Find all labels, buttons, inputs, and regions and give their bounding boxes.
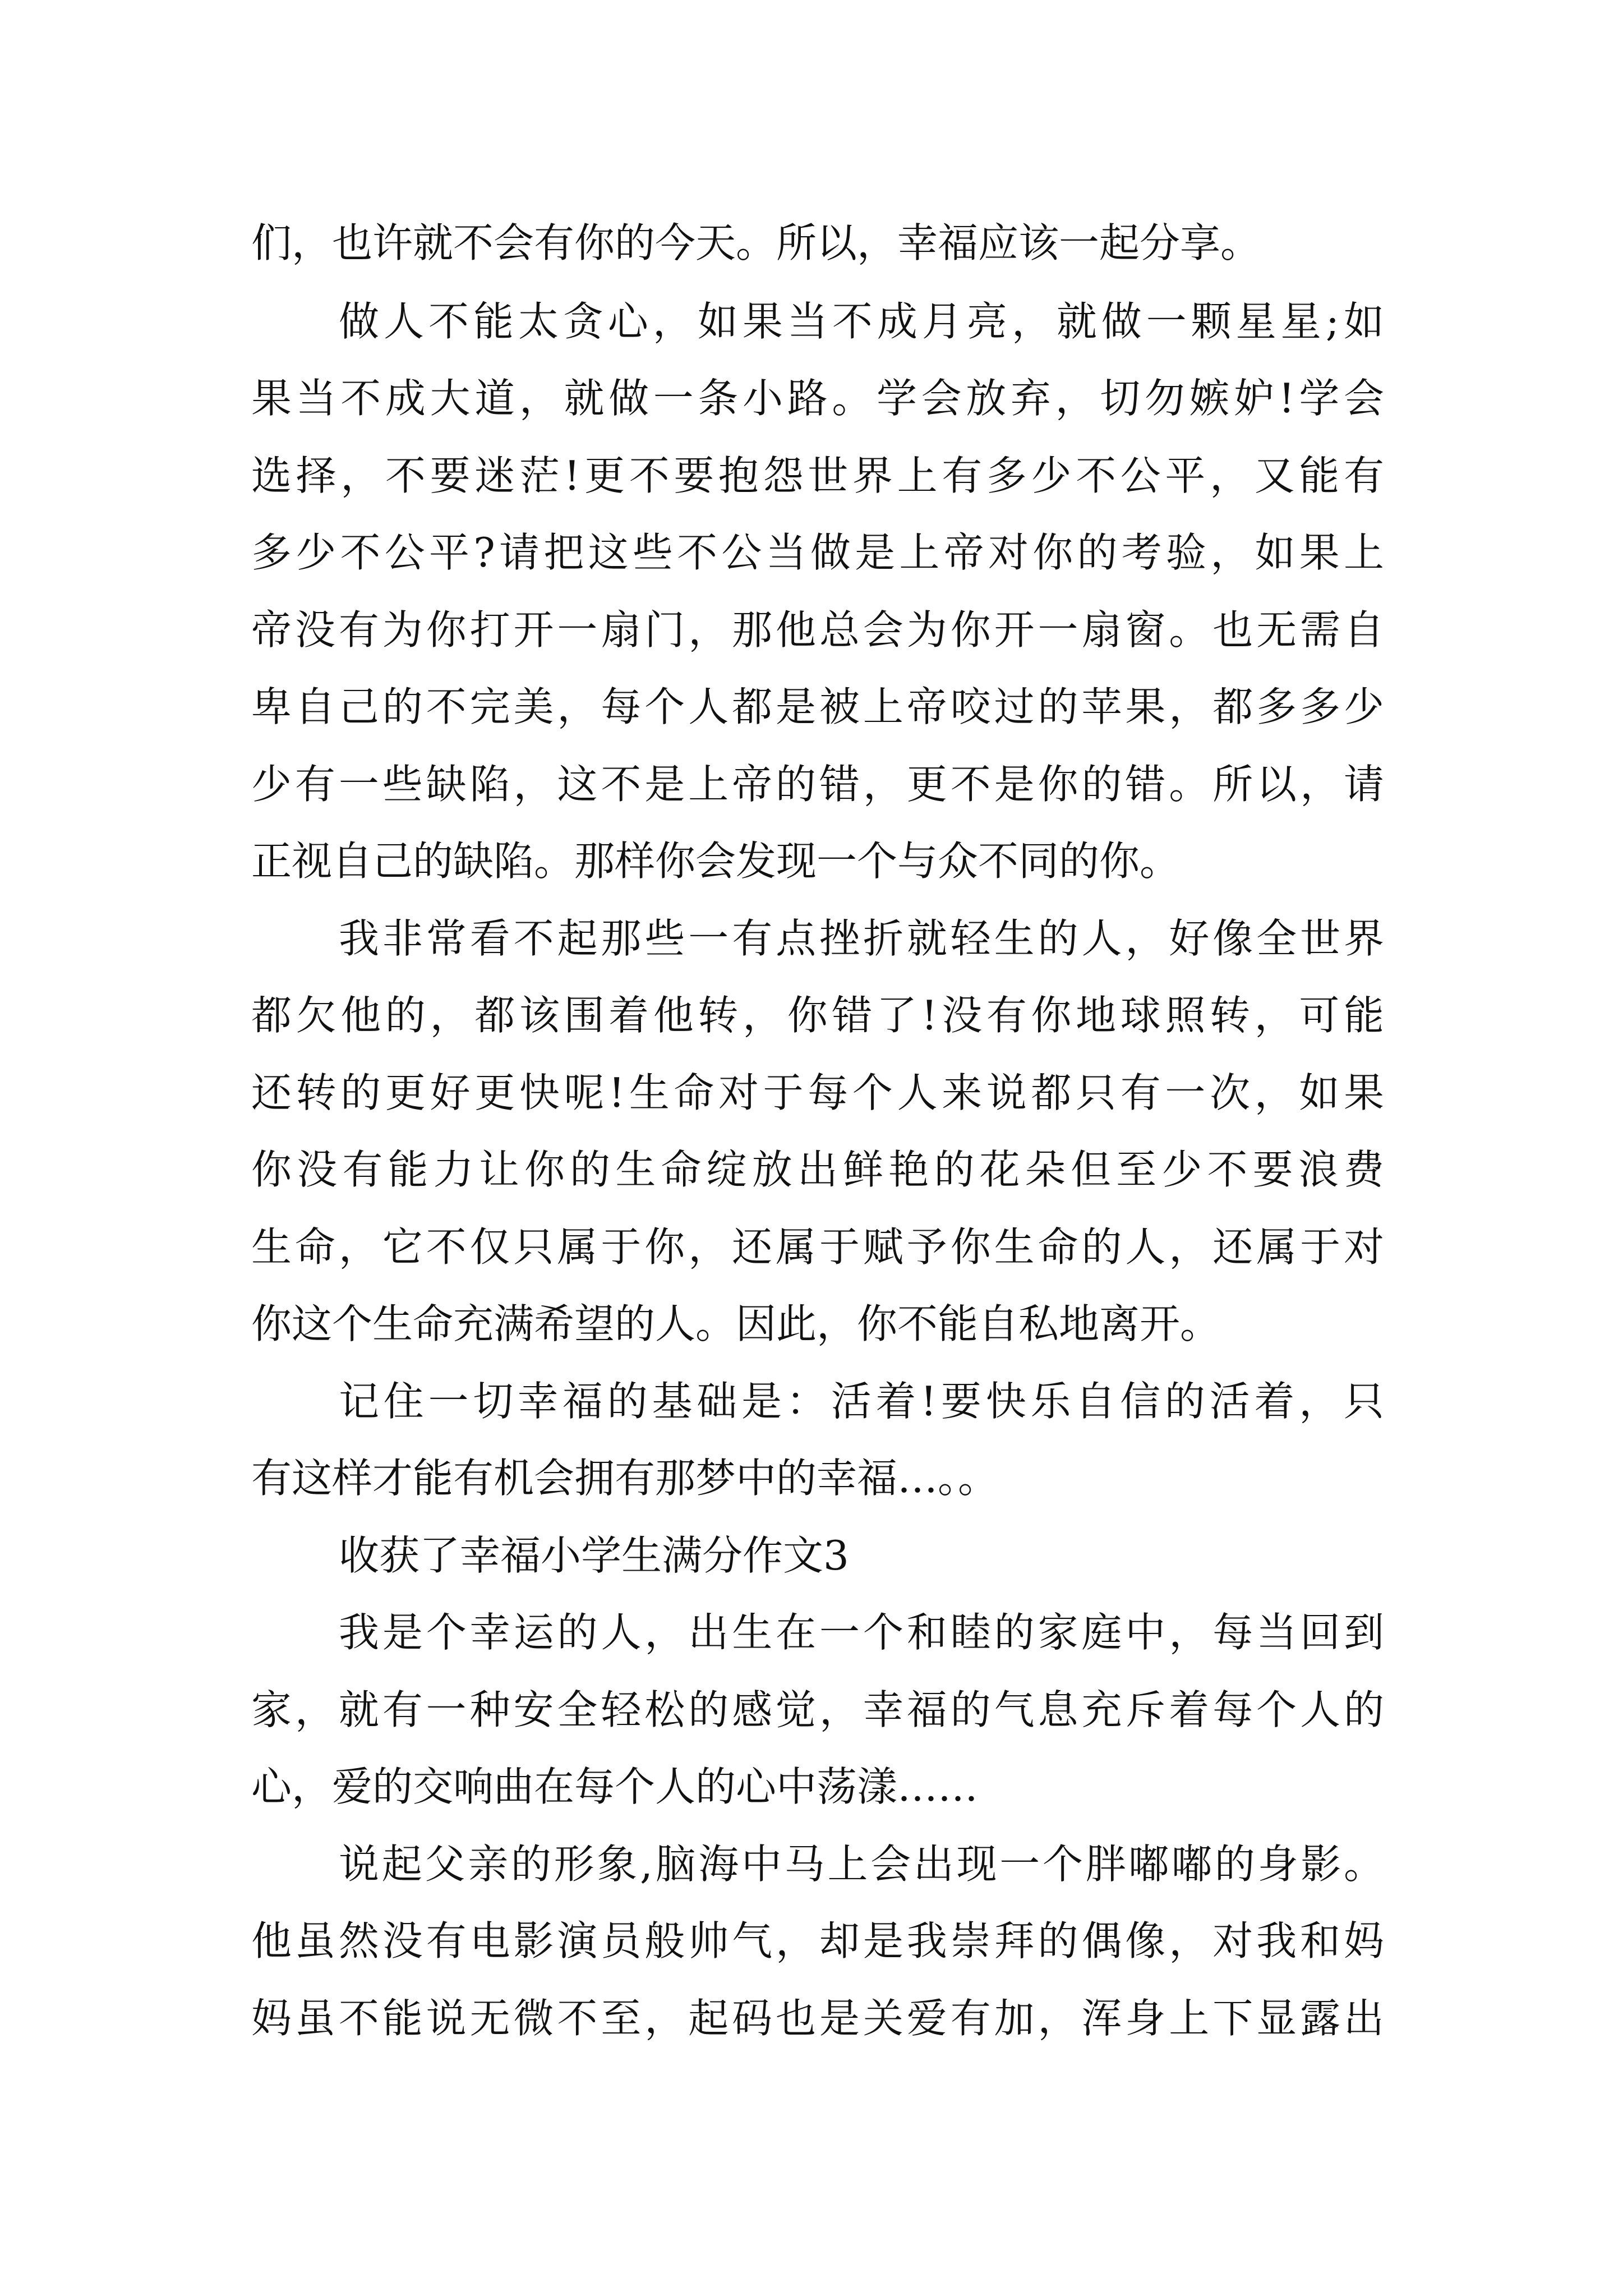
section-heading: 收获了幸福小学生满分作文3 xyxy=(339,1532,849,1579)
text-line-8: 少有一些缺陷，这不是上帝的错，更不是你的错。所以，请 xyxy=(251,761,1384,808)
text-line-17: 有这样才能有机会拥有那梦中的幸福…。。 xyxy=(251,1455,999,1502)
text-line-24: 妈虽不能说无微不至，起码也是关爱有加，浑身上下显露出 xyxy=(251,1995,1384,2042)
text-line-1: 们，也许就不会有你的今天。所以，幸福应该一起分享。 xyxy=(251,219,1261,266)
text-line-21: 心，爱的交响曲在每个人的心中荡漾…… xyxy=(251,1763,979,1810)
text-line-11: 都欠他的，都该围着他转，你错了!没有你地球照转，可能 xyxy=(251,992,1384,1039)
text-line-15: 你这个生命充满希望的人。因此，你不能自私地离开。 xyxy=(251,1300,1221,1347)
text-line-3: 果当不成大道，就做一条小路。学会放弃，切勿嫉妒!学会 xyxy=(251,375,1384,422)
text-line-7: 卑自己的不完美，每个人都是被上帝咬过的苹果，都多多少 xyxy=(251,683,1384,730)
text-line-13: 你没有能力让你的生命绽放出鲜艳的花朵但至少不要浪费 xyxy=(251,1146,1384,1193)
text-line-23: 他虽然没有电影演员般帅气，却是我崇拜的偶像，对我和妈 xyxy=(251,1917,1384,1964)
text-line-10: 我非常看不起那些一有点挫折就轻生的人，好像全世界 xyxy=(339,915,1384,962)
text-line-9: 正视自己的缺陷。那样你会发现一个与众不同的你。 xyxy=(251,838,1181,885)
text-line-5: 多少不公平?请把这些不公当做是上帝对你的考验，如果上 xyxy=(251,529,1384,576)
text-line-20: 家，就有一种安全轻松的感觉，幸福的气息充斥着每个人的 xyxy=(251,1686,1384,1733)
text-line-6: 帝没有为你打开一扇门，那他总会为你开一扇窗。也无需自 xyxy=(251,606,1384,654)
text-line-12: 还转的更好更快呢!生命对于每个人来说都只有一次，如果 xyxy=(251,1069,1384,1116)
text-line-22: 说起父亲的形象,脑海中马上会出现一个胖嘟嘟的身影。 xyxy=(339,1841,1384,1888)
text-line-4: 选择，不要迷茫!更不要抱怨世界上有多少不公平，又能有 xyxy=(251,452,1384,499)
text-line-2: 做人不能太贪心，如果当不成月亮，就做一颗星星;如 xyxy=(339,298,1384,345)
text-line-19: 我是个幸运的人，出生在一个和睦的家庭中，每当回到 xyxy=(339,1609,1384,1656)
text-line-16: 记住一切幸福的基础是：活着!要快乐自信的活着，只 xyxy=(339,1378,1384,1425)
text-line-14: 生命，它不仅只属于你，还属于赋予你生命的人，还属于对 xyxy=(251,1223,1384,1271)
